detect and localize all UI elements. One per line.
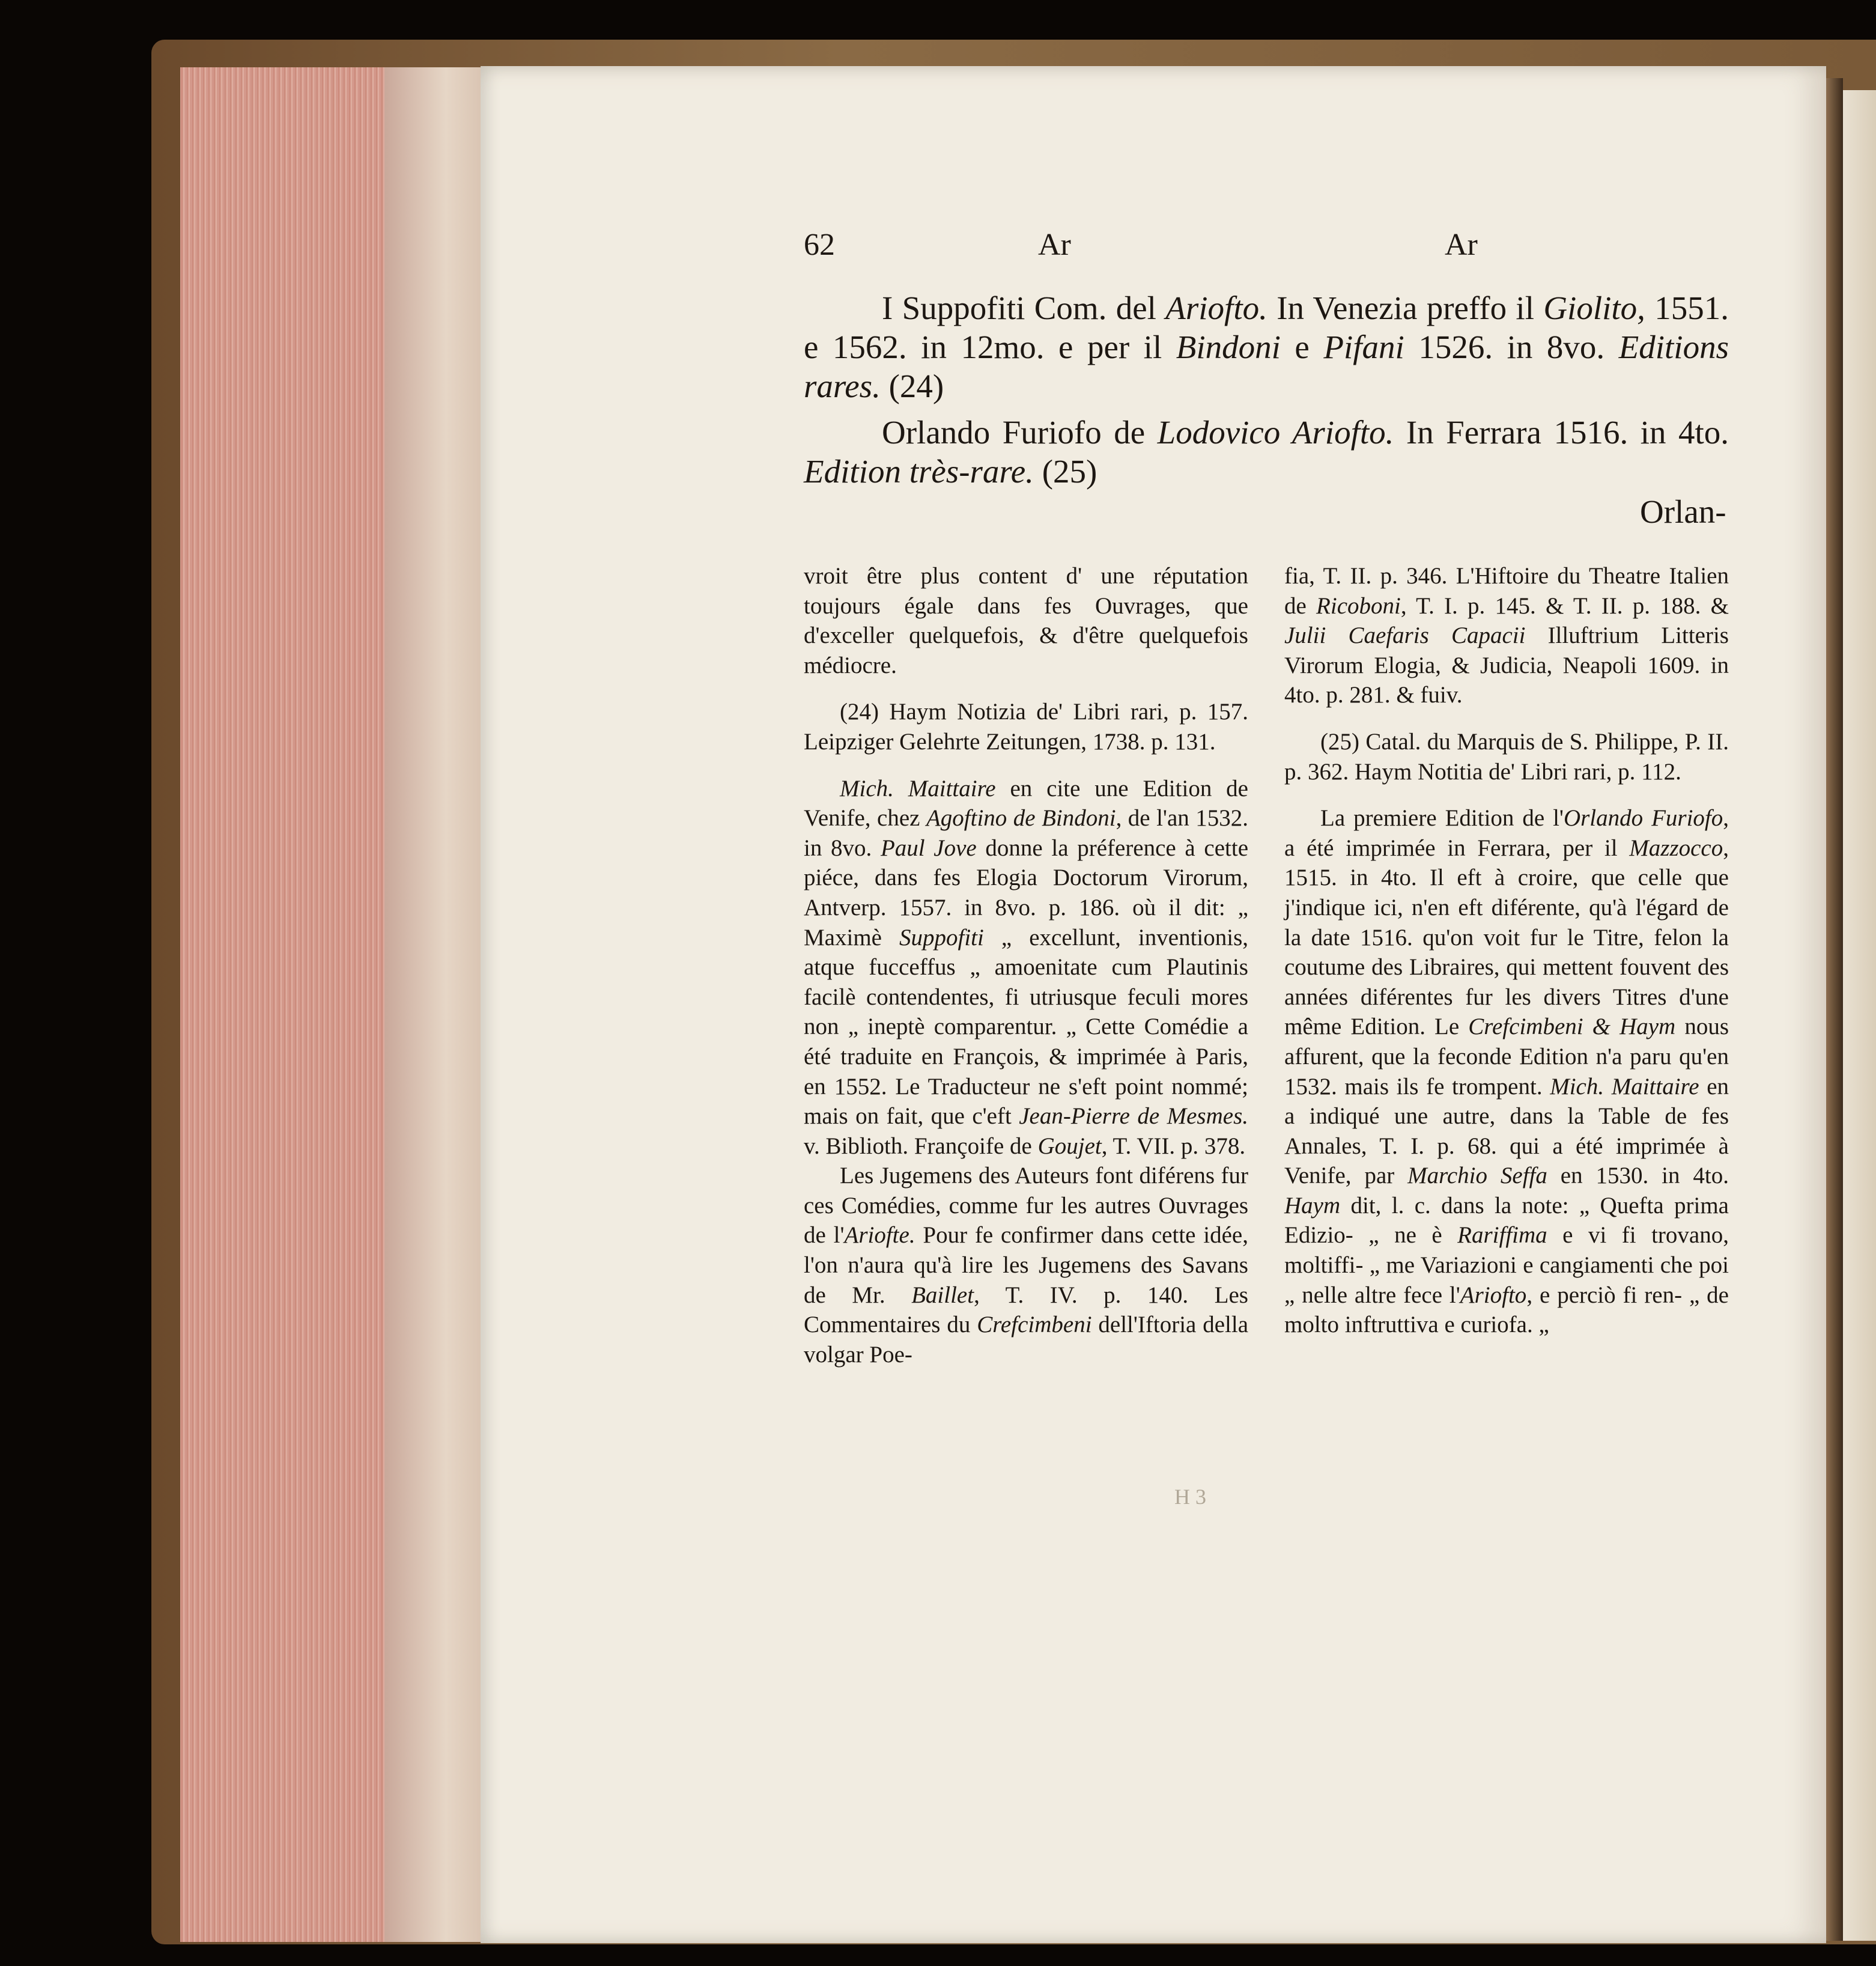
- text-run: Les Jugemens des Auteurs font diférens fur ces Comédies, comme fur les autres Ouvrages de l': [804, 1163, 1248, 1249]
- italic-text: Rariffima: [1457, 1222, 1547, 1249]
- footnote-24: [804, 697, 1248, 756]
- right-column: [1284, 561, 1729, 1340]
- paragraph: [804, 561, 1248, 680]
- italic-text: Baillet: [911, 1282, 974, 1308]
- italic-text: Mich. Maittaire: [1550, 1073, 1699, 1100]
- text-run: (24): [880, 368, 944, 404]
- facing-page-edge: [1843, 90, 1876, 1941]
- text-run: In Ferrara 1516. in 4to.: [1394, 414, 1729, 451]
- italic-text: Mazzocco: [1629, 835, 1723, 861]
- text-run: , T. I. p. 145. & T. II. p. 188. &: [1400, 592, 1729, 619]
- text-run: Illuftrium Litteris Virorum Elogia, & Judicia, Neapoli 1609. in 4to. p. 281. & fuiv.: [1284, 622, 1729, 708]
- book-gutter: [1826, 78, 1843, 1941]
- main-entries: [804, 288, 1729, 498]
- text-run: „ excellunt, inventionis, atque fucceffus „ amoenitate cum Plautinis facilè contendentes, fi utriusque feculi mores non „ ineptè comparentur. „ Cette Comédie a été traduite en François, & imprimée à Paris, en 1552. Le Traducteur ne s'eft point nommé; mais on fait, que c'eft: [804, 924, 1249, 1130]
- text-run: 1526. in 8vo.: [1404, 329, 1619, 365]
- text-run: e vi fi trovano, moltiffi- „ me Variazioni e cangiamenti che poi „ nelle altre fece l': [1284, 1222, 1729, 1308]
- text-run: donne la préference à cette piéce, dans fes Elogia Doctorum Virorum, Antverp. 1557. in 8vo. p. 186. où il dit: „ Maximè: [804, 835, 1249, 951]
- catchword: Orlan-: [1640, 493, 1726, 530]
- italic-text: Ariofto: [1460, 1282, 1527, 1308]
- running-head-left: Ar: [1038, 228, 1071, 262]
- paragraph: [804, 774, 1248, 1161]
- text-run: , 1515. in 4to. Il eft à croire, que celle que j'indique ici, n'en eft diférente, qu'à l'égard de la date 1516. qu'on voit fur le Titre, felon la coutume des Libraires, qui mettent fouvent des années diférentes fur les divers Titres d'une même Edition. Le: [1284, 835, 1729, 1040]
- text-run: , a été imprimée in Ferrara, per il: [1284, 805, 1729, 861]
- footnote-25: [1284, 727, 1729, 787]
- italic-text: Pifani: [1323, 329, 1404, 365]
- text-run: en a indiqué une autre, dans la Table de fes Annales, T. I. p. 68. qui a été imprimée à Venife, par: [1284, 1073, 1729, 1189]
- paragraph: [1284, 561, 1729, 710]
- text-run: , e perciò fi ren- „ de molto inftruttiva e curiofa. „: [1284, 1282, 1729, 1338]
- italic-text: Julii Caefaris Capacii: [1284, 622, 1526, 649]
- text-run: e: [1280, 329, 1324, 365]
- text-run: (25): [1033, 453, 1097, 490]
- bibliography-entry: [804, 288, 1729, 406]
- italic-text: Ricoboni: [1316, 592, 1401, 619]
- italic-text: Bindoni: [1176, 329, 1281, 365]
- text-run: 1551. e 1562. in 12mo. e per il: [804, 290, 1729, 365]
- text-run: dell'Iftoria della volgar Poe-: [804, 1312, 1248, 1368]
- italic-text: Orlando Furiofo: [1563, 805, 1723, 832]
- running-head-right: Ar: [1445, 228, 1478, 262]
- text-run: Orlando Furiofo de: [882, 414, 1158, 451]
- bibliography-entry: [804, 413, 1729, 491]
- text-run: I Suppofiti Com. del: [882, 290, 1166, 326]
- italic-text: Crefcimbeni: [977, 1312, 1092, 1338]
- text-run: , T. VII. p. 378.: [1101, 1133, 1246, 1159]
- page-edges-inner: [384, 67, 487, 1942]
- paragraph: [1284, 803, 1729, 1340]
- italic-text: Ariofto.: [1165, 290, 1267, 326]
- text-run: , T. IV. p. 140. Les Commentaires du: [804, 1282, 1248, 1338]
- text-run: dit, l. c. dans la note: „ Quefta prima Edizio- „ ne è: [1284, 1192, 1729, 1249]
- italic-text: Paul Jove: [880, 835, 977, 861]
- italic-text: Lodovico Ariofto.: [1157, 414, 1394, 451]
- text-run: en cite une Edition de Venife, chez: [804, 775, 1248, 832]
- text-run: Pour fe confirmer dans cette idée, l'on n'aura qu'à lire les Jugemens des Savans de Mr.: [804, 1222, 1248, 1308]
- italic-text: Haym: [1284, 1192, 1341, 1219]
- text-run: La premiere Edition de l': [1320, 805, 1564, 832]
- text-run: en 1530. in 4to.: [1547, 1163, 1729, 1189]
- text-run: (25) Catal. du Marquis de S. Philippe, P. II. p. 362. Haym Notitia de' Libri rari, p. 112.: [1284, 728, 1729, 785]
- text-run: (24) Haym Notizia de' Libri rari, p. 157. Leipziger Gelehrte Zeitungen, 1738. p. 131.: [804, 699, 1248, 755]
- text-run: , de l'an 1532. in 8vo.: [804, 805, 1249, 861]
- left-column: [804, 561, 1248, 1369]
- page-number: 62: [804, 228, 835, 262]
- text-run: In Venezia preffo il: [1267, 290, 1544, 326]
- text-run: fia, T. II. p. 346. L'Hiftoire du Theatre Italien de: [1284, 563, 1729, 619]
- italic-text: Giolito,: [1543, 290, 1645, 326]
- italic-text: Suppofiti: [899, 924, 984, 951]
- paragraph: [804, 1161, 1248, 1369]
- text-run: vroit être plus content d' une réputation toujours égale dans fes Ouvrages, que d'exceller quelquefois, & d'être quelquefois médiocre.: [804, 563, 1248, 678]
- italic-text: Ariofte.: [844, 1222, 915, 1249]
- italic-text: Agoftino de Bindoni: [926, 805, 1116, 832]
- italic-text: Edition très-rare.: [804, 453, 1034, 490]
- text-run: v. Biblioth. Françoife de: [804, 1133, 1038, 1159]
- italic-text: Crefcimbeni & Haym: [1468, 1014, 1676, 1040]
- signature-mark: H 3: [1174, 1485, 1206, 1509]
- italic-text: Marchio Seffa: [1407, 1163, 1547, 1189]
- italic-text: Mich. Maittaire: [840, 775, 996, 802]
- text-run: nous affurent, que la feconde Edition n'a paru qu'en 1532. mais ils fe trompent.: [1284, 1014, 1729, 1100]
- italic-text: Goujet: [1037, 1133, 1102, 1159]
- italic-text: Editions rares.: [804, 329, 1729, 404]
- italic-text: Jean-Pierre de Mesmes.: [1019, 1103, 1248, 1130]
